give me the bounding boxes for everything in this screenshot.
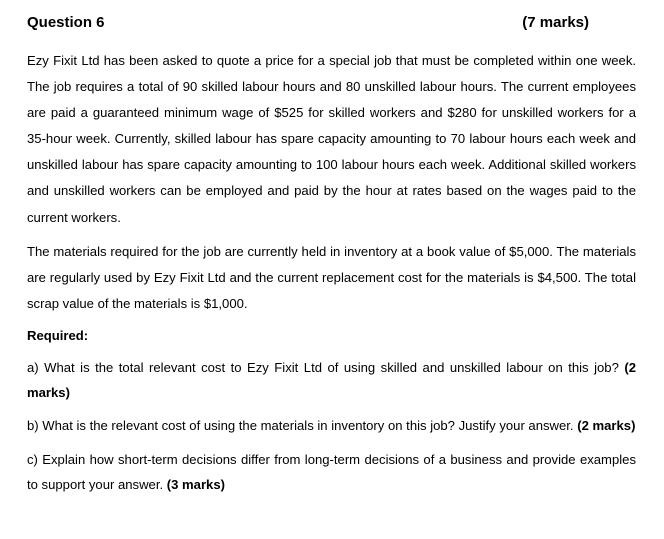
question-c <box>27 447 636 497</box>
question-a <box>27 355 636 405</box>
question-b-marks: (2 marks) <box>577 417 636 433</box>
required-heading: Required: <box>27 327 89 343</box>
question-b <box>27 413 636 438</box>
question-a-text: a) What is the total relevant cost to Ezy Fixit Ltd of using skilled and unskilled labour on this job? <box>27 359 619 375</box>
question-a-marks: (2 marks) <box>27 359 636 400</box>
scenario-paragraph-materials: The materials required for the job are currently held in inventory at a book value of $5,000. The materials are regularly used by Ezy Fixit Ltd and the current replacement cost for the materials is $4,500. The total scrap value of the materials is $1,000. <box>27 243 636 311</box>
question-c-text: c) Explain how short-term decisions differ from long-term decisions of a business and provide examples to support your answer. <box>27 451 636 492</box>
question-title: Question 6 <box>27 14 105 31</box>
question-header <box>27 14 636 42</box>
question-c-marks: (3 marks) <box>166 476 225 492</box>
question-marks: (7 marks) <box>522 14 589 31</box>
scenario-paragraph-labour: Ezy Fixit Ltd has been asked to quote a price for a special job that must be completed within one week. The job requires a total of 90 skilled labour hours and 80 unskilled labour hours. The current employees are paid a guaranteed minimum wage of $525 for skilled workers and $280 for unskilled workers for a 35-hour week. Currently, skilled labour has spare capacity amounting to 70 labour hours each week and unskilled labour has spare capacity amounting to 100 labour hours each week. Additional skilled workers and unskilled workers can be employed and paid by the hour at rates based on the wages paid to the current workers. <box>27 53 636 225</box>
question-b-text: b) What is the relevant cost of using the materials in inventory on this job? Justify your answer. <box>27 417 574 433</box>
